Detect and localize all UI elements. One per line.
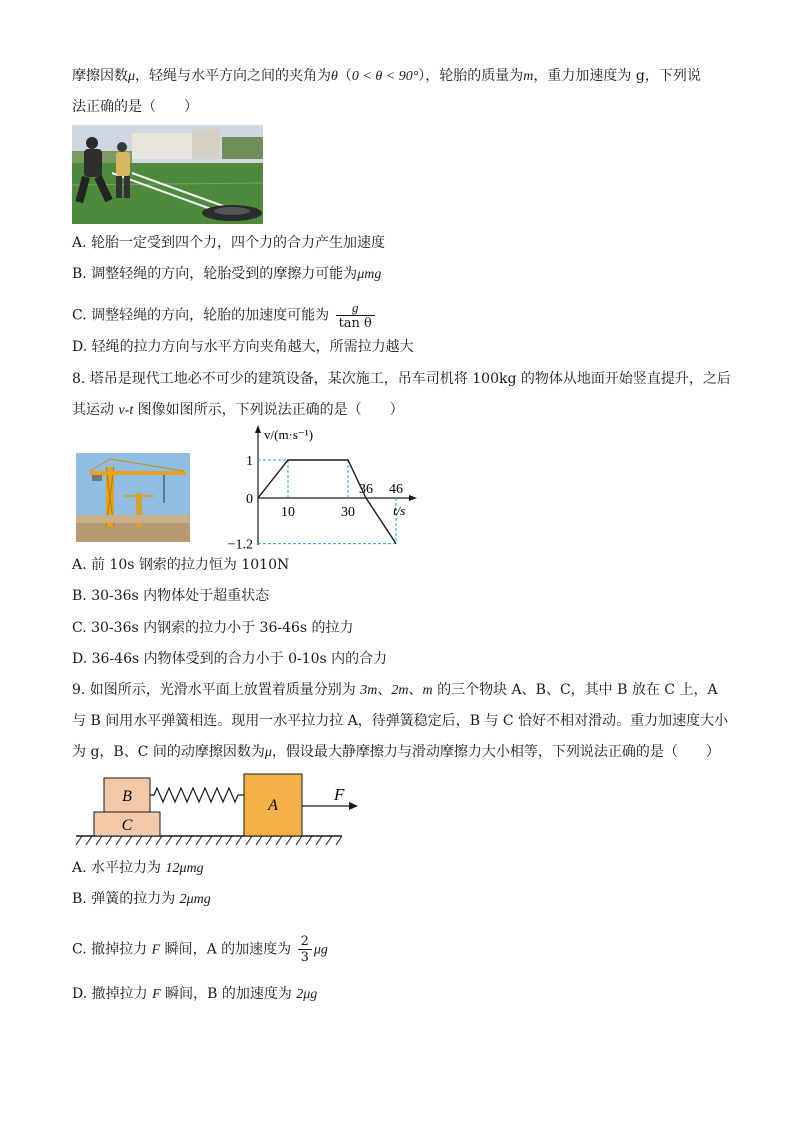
y-tick-label: 0 bbox=[246, 492, 253, 507]
q7-option-b: B. 调整轻绳的方向，轮胎受到的摩擦力可能为μmg bbox=[72, 266, 382, 282]
q9-option-d: D. 撤掉拉力 F 瞬间，B 的加速度为 2μg bbox=[72, 986, 318, 1002]
vt-labels bbox=[227, 454, 406, 553]
q7-option-c: C. 调整轻绳的方向，轮胎的加速度可能为 $\frac{g}{\text{tan θ}}$ bbox=[72, 300, 377, 331]
tire-training-illustration bbox=[72, 125, 263, 224]
x-tick-label: 10 bbox=[281, 505, 295, 520]
spring bbox=[150, 788, 244, 802]
x-tick-label: 36 bbox=[359, 482, 373, 497]
q9-option-a: A. 水平拉力为 12μmg bbox=[72, 860, 204, 876]
q7-stem-line1: 摩擦因数μ，轻绳与水平方向之间的夹角为θ（0 < θ < 90°），轮胎的质量为m，重力加速度为 g，下列说 bbox=[72, 68, 701, 84]
q8-stem-line1: 8. 塔吊是现代工地必不可少的建筑设备，某次施工，吊车司机将 100kg 的物体从地面开始竖直提升，之后 bbox=[72, 371, 731, 387]
block-b-label: B bbox=[122, 788, 132, 805]
force-label: F bbox=[334, 785, 345, 804]
q7-option-d: D. 轻绳的拉力方向与水平方向夹角越大，所需拉力越大 bbox=[72, 339, 414, 355]
x-tick-label: 30 bbox=[341, 505, 355, 520]
q8-stem-line2: 其运动 v-t 图像如图所示，下列说法正确的是（ ） bbox=[72, 402, 404, 418]
q9-stem-line1: 9. 如图所示，光滑水平面上放置着质量分别为 3m、2m、m 的三个物块 A、B、C，其中 B 放在 C 上，A bbox=[72, 682, 718, 698]
tower-crane-photo bbox=[76, 453, 190, 542]
x-axis-arrow bbox=[409, 495, 417, 501]
q9-stem-line2: 与 B 间用水平弹簧相连。现用一水平拉力拉 A，待弹簧稳定后，B 与 C 恰好不相对滑动。重力加速度大小 bbox=[72, 713, 729, 729]
tire-training-photo bbox=[72, 125, 263, 224]
blocks-spring-diagram bbox=[72, 770, 372, 852]
block-a-label: A bbox=[268, 797, 278, 814]
q8-option-c: C. 30-36s 内钢索的拉力小于 36-46s 的拉力 bbox=[72, 620, 354, 636]
y-tick-label: −1.2 bbox=[227, 537, 253, 553]
q7-option-a: A. 轮胎一定受到四个力，四个力的合力产生加速度 bbox=[72, 235, 386, 251]
y-axis-arrow bbox=[255, 425, 261, 433]
q9-option-c: C. 撤掉拉力 F 瞬间，A 的加速度为 $\frac{2}{3}$ μg bbox=[72, 934, 328, 965]
vt-chart bbox=[227, 423, 420, 553]
q8-option-a: A. 前 10s 钢索的拉力恒为 1010N bbox=[72, 557, 290, 573]
tower-crane-illustration bbox=[76, 453, 190, 542]
vt-series bbox=[258, 460, 396, 544]
ground bbox=[76, 836, 342, 845]
y-axis-label: v/(m·s⁻¹) bbox=[264, 427, 314, 442]
fraction: $\frac{g}{\text{tan θ}}$ bbox=[336, 300, 375, 331]
force-arrowhead bbox=[349, 802, 358, 810]
y-tick-label: 1 bbox=[246, 454, 253, 469]
q9-option-b: B. 弹簧的拉力为 2μmg bbox=[72, 891, 211, 907]
x-tick-label: 46 bbox=[389, 482, 403, 497]
q8-option-b: B. 30-36s 内物体处于超重状态 bbox=[72, 588, 270, 604]
vt-line bbox=[258, 460, 396, 544]
block-c-label: C bbox=[121, 817, 133, 834]
q7-stem-line2: 法正确的是（ ） bbox=[72, 99, 198, 115]
fraction: $\frac{2}{3}$ bbox=[298, 934, 312, 965]
q8-option-d: D. 36-46s 内物体受到的合力小于 0-10s 内的合力 bbox=[72, 651, 388, 667]
x-axis-label: t/s bbox=[393, 503, 406, 518]
q9-stem-line3: 为 g，B、C 间的动摩擦因数为μ，假设最大静摩擦力与滑动摩擦力大小相等，下列说法正确的是（ ） bbox=[72, 744, 720, 760]
